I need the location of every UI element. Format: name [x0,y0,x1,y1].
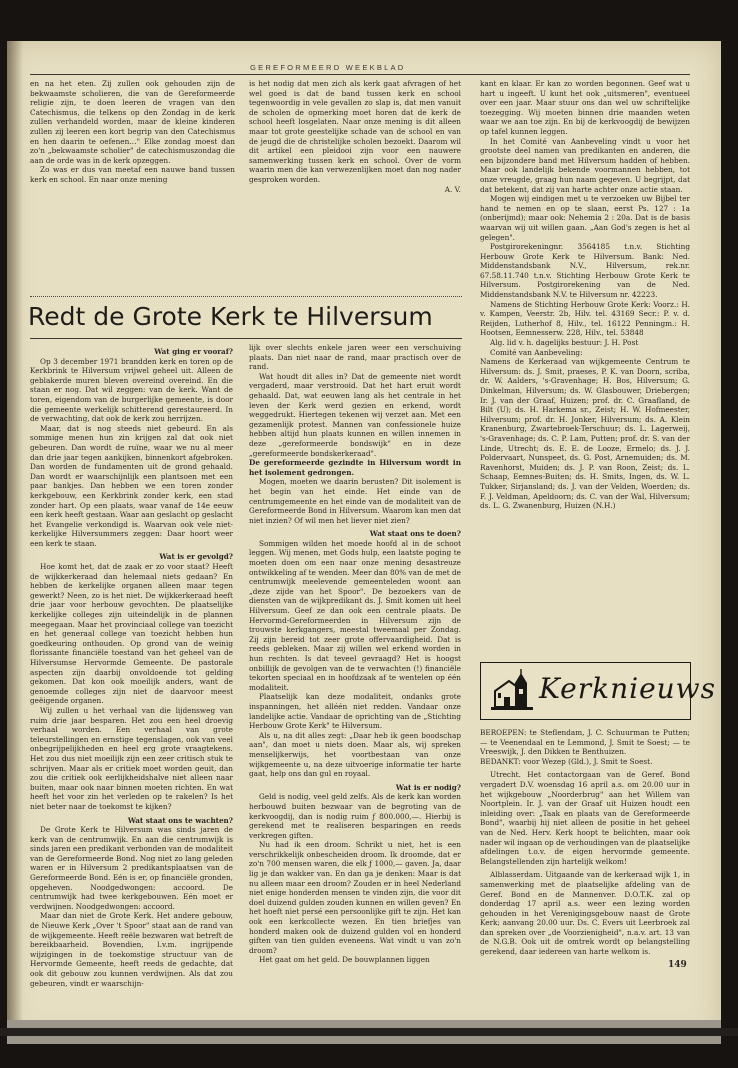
kerknieuws-title: Kerknieuws [539,672,717,705]
previous-article-end-left [30,79,235,299]
page-number: 149 [668,960,687,970]
paragraph: Namens de Stichting Herbouw Grote Kerk: Voorz.: H. v. Kampen, Veerstr. 2b, Hilv. tel. 43169 Secr.: P. v. d. Reijden, Lutherhof 8, Hilv., tel. 16122 Penningm.: H. Hootsen, Eemnesserw. 228, Hilv., tel. 53848 [480,299,690,338]
headline-rule [30,338,462,339]
kerknieuws-section [480,728,690,963]
paragraph: Geld is nodig, veel geld zelfs. Als de kerk kan worden herbouwd buiten bezwaar van de begroting van de kerkvoogdij, dan is nodig ruim ƒ 800.000,—. Hierbij is gerekend met te realiseren besparingen en reeds verkregen giften. [249,792,461,840]
paragraph: De Grote Kerk te Hilversum was sinds jaren de kerk van de centrumwijk. En aan die centrumwijk is sinds jaren een predikant verbonden van de modaliteit van de Gereformeerde Bond. Nog niet zo lang geleden waren er in Hilversum 2 predikantsplaatsen van de Gereformeerde Bond. Eén is er, op financiële gronden, opgeheven. Noodgedwongen: accoord. De centrumwijk had twee kerkgebouwen. Eén moet er verdwijnen. Noodgedwongen: accoord. [30,825,233,911]
header-rule [30,74,690,75]
subheading: Wat is er nodig? [395,782,461,792]
paragraph: Maar, dat is nog steeds niet gebeurd. En als sommige menen hun zin krijgen zal dat ook niet gebeuren. Dan wordt de ruïne, waar we nu al meer dan drie jaar tegen aankijken, binnenkort afgebroken. Dan worden de fundamenten uit de grond gehaald. Dan wordt er waarschijnlijk een plantsoen met een paar bankjes. Dan hebben we een toren zonder kerkgebouw, een Kerkbrink zonder kerk, een stad zonder hart. Op een plaats, waar vanaf de 14e eeuw een kerk heeft gestaan. Waar aan geslacht op geslacht het Evangelie verkondigd is. Waarvan ook vele niet-kerkelijke Hilversummers zeggen: Daar hoort weer een kerk te staan. [30,423,233,548]
paragraph: BEROEPEN: te Steflendam, J. C. Schuurman te Putten; — te Veenendaal en te Lemmond, J. Smit te Soest; — te Vreeswijk, J. den Dikken te Benthuizen. [480,728,690,757]
article-column-middle [249,343,461,973]
paragraph: Alblasserdam. Uitgaande van de kerkeraad wijk 1, in samenwerking met de plaatselijke afdeling van de Geref. Bond en de Mannenver. D.O.T.K. zal op donderdag 17 april a.s. weer een lezing worden gehouden in het Verenigingsgebouw naast de Grote Kerk; aanvang 20.00 uur. Ds. C. Evers uit Leerbroek zal dan spreken over „de Voorzienigheid", n.a.v. art. 13 van de N.G.B. Ook uit de omtrek wordt op belangstelling gerekend, daar iedereen van harte welkom is. [480,870,690,957]
paragraph: Het gaat om het geld. De bouwplannen liggen [259,955,430,965]
paragraph: Wij zullen u het verhaal van die lijdensweg van ruim drie jaar besparen. Het zou een heel droevig verhaal worden. Een verhaal van grote teleurstellingen en ernstige tegenslagen, ook van veel onbegrijpelijkheden en heel erg grote vraagtekens. Het zou dus niet moeilijk zijn een zeer critisch stuk te schrijven. Maar als er critiek moet worden geuit, dan zou die critiek ook eerlijkheidshalve niet alleen naar buiten, maar ook naar binnen moeten richten. En wat heeft het voor zin het verleden op te rakelen? Is het niet beter naar de toekomst te kijken? [30,705,233,811]
paragraph: Maar dan niet de Grote Kerk. Het andere gebouw, de Nieuwe Kerk „Over 't Spoor" staat aan de rand van de wijkgemeente. Heeft reële bezwaren wat betreft de bereikbaarheid. Bovendien, l.v.m. ingrijpende wijzigingen in de toekomstige structuur van de Hervormde Gemeente, heeft reeds de gedachte, dat ook dit gebouw zou kunnen verdwijnen. Als dat zou gebeuren, vindt er waarschijn- [30,911,233,988]
paragraph: Nu had ik een droom. Schrikt u niet, het is een verschrikkelijk onbescheiden droom. Ik droomde, dat er zo'n 700 mensen waren, die elk ƒ 1000,— gaven. Ja, daar lig je dan wakker van. En dan ga je denken: Maar is dat nu alleen maar een droom? Zouden er in heel Nederland niet enige honderden mensen te vinden zijn, die voor dit doel duizend gulden zouden kunnen en willen geven? En het hoeft niet persé een persoonlijke gift te zijn. Het kan ook een kerkcollecte wezen. En tien briefjes van honderd maken ook de duizend gulden vol en honderd giften van tien gulden eveneens. Wat vindt u van zo'n droom? [249,840,461,955]
subheading: Wat staat ons te wachten? [127,815,233,825]
paragraph: kant en klaar. Er kan zo worden begonnen. Geef wat u hart u ingeeft. U kunt het ook „uitsmeren", eventueel over een jaar. Maar stuur ons dan wel uw schriftelijke toezegging. Wij moeten binnen drie maanden weten waar we aan toe zijn. En bij de kerkvoogdij de bewijzen op tafel kunnen leggen. [480,79,690,136]
paragraph: Wat houdt dit alles in? Dat de gemeente niet wordt vergaderd, maar verstrooid. Dat het hart eruit wordt gehaald. Dat, wat eeuwen lang als het centrale in het leven der Kerk werd gezien en erkend, wordt weggedrukt. Hiertegen tekenen wij verzet aan. Met een gezamenlijk protest. Mannen van confessionele huize hebben altijd hun plaats kunnen en willen innemen in deze „gereformeerde bondswijk" en in deze „gereformeerde bondskerkeraad". [249,371,461,458]
paragraph: Mogen wij eindigen met u te verzoeken uw Bijbel ter hand te nemen en op te slaan, eerst Ps. 127 : 1a (onberijmd); maar ook: Nehemia 2 : 20a. Dat is de basis waarvan wij uit willen gaan. „Aan God's zegen is het al gelegen". [480,194,690,242]
article-column-right [480,79,690,659]
paragraph: Postgirorekeningnr. 3564185 t.n.v. Stichting Herbouw Grote Kerk te Hilversum. Bank: Ned. Middenstandsbank N.V., Hilversum, rek.nr. 67.58.11.740 t.n.v. Stichting Herbouw Grote Kerk te Hilversum. Postgirorekening van de Ned. Middenstandsbank N.V. te Hilversum nr. 42223. [480,242,690,300]
paragraph: Comité van Aanbeveling: [490,347,583,357]
page-gutter-shadow [7,41,23,1042]
subheading: Wat staat ons te doen? [369,529,461,539]
church-icon [489,669,535,713]
paragraph: BEDANKT: voor Wezep (Gld.), J. Smit te Soest. [480,756,653,766]
paragraph: Alg. lid v. h. dagelijks bestuur: J. H. Post [490,338,639,348]
article-headline: Redt de Grote Kerk te Hilversum [28,302,433,331]
paragraph: Namens de Kerkeraad van wijkgemeente Centrum te Hilversum: ds. J. Smit, praeses, P. K. van Doorn, scriba, dr. W. Aalders, 's-Gravenhage; H. Bos, Hilversum; G. Dinkelman, Hilversum; ds. W. Glasbouwer, Driebergen; Ir. J. van der Graaf, Huizen; prof. dr. C. Graafland, de Bilt (U); ds. H. Harkema sr., Zeist; H. W. Hofmeester, Hilversum; prof. dr. H. Jonker, Hilversum; ds. A. Klein Kranenburg, Zwartebroek-Terschuur; ds. L. Lagerweij, 's-Gravenhage; ds. C. P. Lam, Putten; prof. dr. S. van der Linde, Utrecht; ds. E. E. de Looze, Ermelo; ds. J. J. Poldervaart, Nunspeet, ds. G. Post, Arnemuiden; ds. M. Ravenhorst, Muiden; ds. J. P. van Roon, Zeist; ds. L. Schaap, Eemnes-Buiten; ds. H. Smits, Ingen, ds. W. L. Tukker, Sirjansland; ds. J. van der Velden, Woerden; ds. F. J. Veldman, Apeldoorn; ds. C. van der Wal, Hilversum; ds. L. G. Zwanenburg, Huizen (N.H.) [480,357,690,511]
paragraph: Hoe komt het, dat de zaak er zo voor staat? Heeft de wijkkerkeraad dan helemaal niets gedaan? En hebben de kerkelijke organen alleen maar tegen gewerkt? Neen, zo is het niet. De wijkkerkeraad heeft drie jaar voor herbouw gevochten. De plaatselijke kerkelijke colleges zijn uiteindelijk in de plannen meegegaan. Maar het provinciaal college van toezicht en het generaal college van toezicht hebben hun goedkeuring onthouden. Op grond van de weinig florissante financiële toestand van het geheel van de Hilversumse Hervormde Gemeente. De pastorale aspecten zijn daarbij onvoldoende tot gelding gekomen. Dat kon ook moeilijk anders, want de genoemde colleges zijn niet de daarvoor meest geëigende organen. [30,562,233,706]
paragraph: Plaatselijk kan deze modaliteit, ondanks grote inspanningen, het alléén niet redden. Vandaar onze landelijke actie. Vandaar de oprichting van de „Stichting Herbouw Grote Kerk" te Hilversum. [249,692,461,731]
article-divider [30,296,462,297]
kerknieuws-banner [480,662,717,720]
paragraph: Sommigen wilden het moede hoofd al in de schoot leggen. Wij menen, met Gods hulp, een laatste poging te moeten doen om een naar onze mening desastreuze ontwikkeling af te wenden. Meer dan 80% van de met de centrumwijk meelevende gemeenteleden woont aan „deze zijde van het Spoor". De bezoekers van de diensten van de wijkpredikant ds. J. Smit komen uit heel Hilversum. Geef ze dan ook een centrale plaats. De Hervormd-Gereformeerden in Hilversum zijn de trouwste kerkgangers, meestal tweemaal per Zondag. Zij zijn bereid tot zeer grote offervaardigheid. Dat is reeds gebleken. Maar zij willen wel erkend worden in hun rechten. Is dat teveel gevraagd? Het is hoogst onbillijk de gevolgen van de te verwachten (!) financiële tekorten speciaal en in hoofdzaak af te wentelen op één modaliteit. [249,538,461,692]
paragraph: Utrecht. Het contactorgaan van de Geref. Bond vergadert D.V. woensdag 16 april a.s. om 20.00 uur in het wijkgebouw „Noorderbrug" aan het Willem van Noortplein. Ir. J. van der Graaf uit Huizen houdt een inleiding over: „Taak en plaats van de Gereformeerde Bond", waarbij hij niet alleen de positie in het geheel van de Ned. Herv. Kerk hoopt te belichten, maar ook nader wil ingaan op de verhoudingen van de plaatselijke afdelingen t.o.v. de eigen hervormde gemeente. Belangstellenden zijn hartelijk welkom! [480,770,690,866]
article-column-left [30,343,233,988]
subheading: Wat ging er vooraf? [154,347,233,356]
paragraph: Op 3 december 1971 brandden kerk en toren op de Kerkbrink te Hilversum vrijwel geheel uit. Alleen de geblakerde muren bleven overeind overeind. En die staan er nog. Dat wil zeggen: van de kerk. Want de toren, eigendom van de burgerlijke gemeente, is door die gemeente werkelijk schitterend gerestaureerd. In de verwachting, dat ook de kerk zou herrijzen. [30,356,233,424]
paragraph: Als u, na dit alles zegt: „Daar heb ik geen boodschap aan", dan moet u niets doen. Maar als, wij spreken menselijkerwijs, het voortbestaan van onze wijkgemeente u, na deze uitvoerige informatie ter harte gaat, help ons dan gul en royaal. [249,730,461,779]
scanner-bar [0,1028,738,1036]
running-head: GEREFORMEERD WEEKBLAD [250,63,406,72]
paragraph: lijk over slechts enkele jaren weer een verschuiving plaats. Dan niet naar de rand, maar practisch over de rand. [249,343,461,372]
paragraph: In het Comité van Aanbeveling vindt u voor het grootste deel namen van predikanten en anderen, die een bijzondere band met Hilversum hadden of hebben. Maar ook landelijk bekende voormannen hebben, tot onze vreugde, graag hun naam gegeven. U begrijpt, dat dat betekent, dat zij van harte achter onze actie staan. [480,136,690,194]
bold-lead: De gereformeerde gezindte in Hilversum wordt in het isolement gedrongen. [249,458,461,477]
paragraph: Zo was er dus van meetaf een nauwe band tussen kerk en school. En naar onze mening [30,165,235,184]
paragraph: is het nodig dat men zich als kerk gaat afvragen of het wel goed is dat de band tussen kerk en school tegenwoordig in vele gevallen zo slap is, dat men vanuit de scholen de opmerking moet horen dat de kerk de school heeft losgelaten. Naar onze mening is dit alleen maar tot grote geestelijke schade van de school en van de jeugd die de christelijke scholen bezoekt. Daarom wil dit artikel een pleidooi zijn voor een nauwere samenwerking tussen kerk en school. Over de vorm waarin men die kan verwezenlijken moet dan nog nader gesproken worden. [249,79,461,184]
previous-article-end-middle [249,79,461,299]
subheading: Wat is er gevolgd? [159,552,233,562]
paragraph: en na het eten. Zij zullen ook gehouden zijn de bekwaamste scholieren, die van de Gereformeerde religie zijn, te doen leeren de vragen van den Catechismus, die telkens op den Zondag in de kerk zullen verhandeld worden, maar de kleine kinderen zullen zij leeren een kort begrip van den Catechismus en hen daarin te oefenen…" Elke zondag moest dan zo'n „bekwaamste scholier" de catechismuszondag die aan de orde was in de kerk opzeggen. [30,79,235,165]
author-signature: A. V. [444,184,461,194]
paragraph: Mogen, moeten we daarin berusten? Dit isolement is het begin van het einde. Het einde van de centrumgemeente en het einde van de modaliteit van de Gereformeerde Bond in Hilversum. Waarom kan men dat niet inzien? Of wil men het liever niet zien? [249,477,461,525]
